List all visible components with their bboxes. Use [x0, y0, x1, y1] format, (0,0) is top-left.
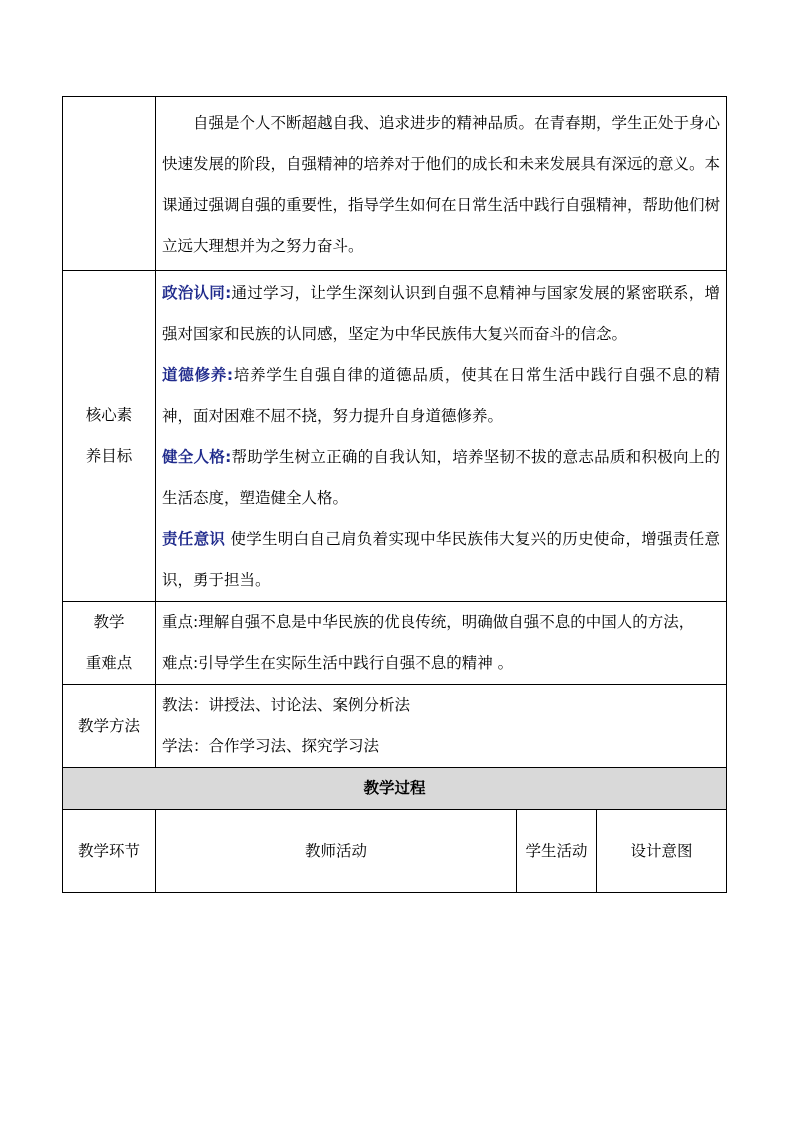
goal-moral — [162, 355, 720, 437]
difficult-point: 难点:引导学生在实际生活中践行自强不息的精神 。 — [162, 654, 514, 672]
col-student-activity: 学生活动 — [517, 810, 597, 893]
methods-row — [63, 685, 727, 768]
lesson-plan-table — [62, 96, 727, 893]
col-teaching-stage: 教学环节 — [63, 810, 156, 893]
goal-text: 帮助学生树立正确的自我认知，培养坚韧不拔的意志品质和积极向上的生活态度，塑造健全人格。 — [162, 448, 721, 507]
process-header-row — [63, 768, 727, 810]
intro-cell — [156, 97, 727, 271]
important-point: 重点:理解自强不息是中华民族的优良传统，明确做自强不息的中国人的方法， — [162, 613, 695, 631]
col-teacher-activity: 教师活动 — [156, 810, 517, 893]
key-points-label-line2: 重难点 — [85, 654, 133, 672]
intro-row — [63, 97, 727, 271]
goal-responsibility — [162, 519, 720, 601]
core-goals-label-line2: 养目标 — [85, 447, 133, 465]
core-goals-row — [63, 271, 727, 602]
col-design-intent: 设计意图 — [597, 810, 727, 893]
goal-text: 培养学生自强自律的道德品质，使其在日常生活中践行自强不息的精神，面对困难不屈不挠，努力提升自身道德修养。 — [162, 366, 721, 425]
goal-text: 使学生明白自己肩负着实现中华民族伟大复兴的历史使命，增强责任意识，勇于担当。 — [162, 530, 720, 589]
key-points-cell — [156, 602, 727, 685]
goal-title: 政治认同: — [162, 284, 232, 302]
key-points-label — [63, 602, 156, 685]
goal-personality — [162, 437, 720, 519]
goal-text: 通过学习，让学生深刻认识到自强不息精神与国家发展的紧密联系，增强对国家和民族的认同感，坚定为中华民族伟大复兴而奋斗的信念。 — [162, 284, 721, 343]
process-header: 教学过程 — [63, 768, 727, 810]
intro-text: 自强是个人不断超越自我、追求进步的精神品质。在青春期，学生正处于身心快速发展的阶段，自强精神的培养对于他们的成长和未来发展具有深远的意义。本课通过强调自强的重要性，指导学生如何在日常生活中践行自强精神，帮助他们树立远大理想并为之努力奋斗。 — [162, 114, 721, 255]
core-goals-label — [63, 271, 156, 602]
core-goals-label-line1: 核心素 — [85, 406, 133, 424]
core-goals-cell — [156, 271, 727, 602]
teaching-methods: 教法：讲授法、讨论法、案例分析法 — [162, 696, 411, 714]
goal-title: 责任意识 — [162, 530, 226, 548]
key-points-label-line1: 教学 — [93, 613, 125, 631]
goal-title: 健全人格: — [162, 448, 232, 466]
goal-political — [162, 273, 720, 355]
learning-methods: 学法：合作学习法、探究学习法 — [162, 737, 380, 755]
key-points-row — [63, 602, 727, 685]
methods-label: 教学方法 — [63, 685, 156, 768]
process-columns-row — [63, 810, 727, 893]
intro-label-cell — [63, 97, 156, 271]
goal-title: 道德修养: — [162, 366, 234, 384]
methods-cell — [156, 685, 727, 768]
